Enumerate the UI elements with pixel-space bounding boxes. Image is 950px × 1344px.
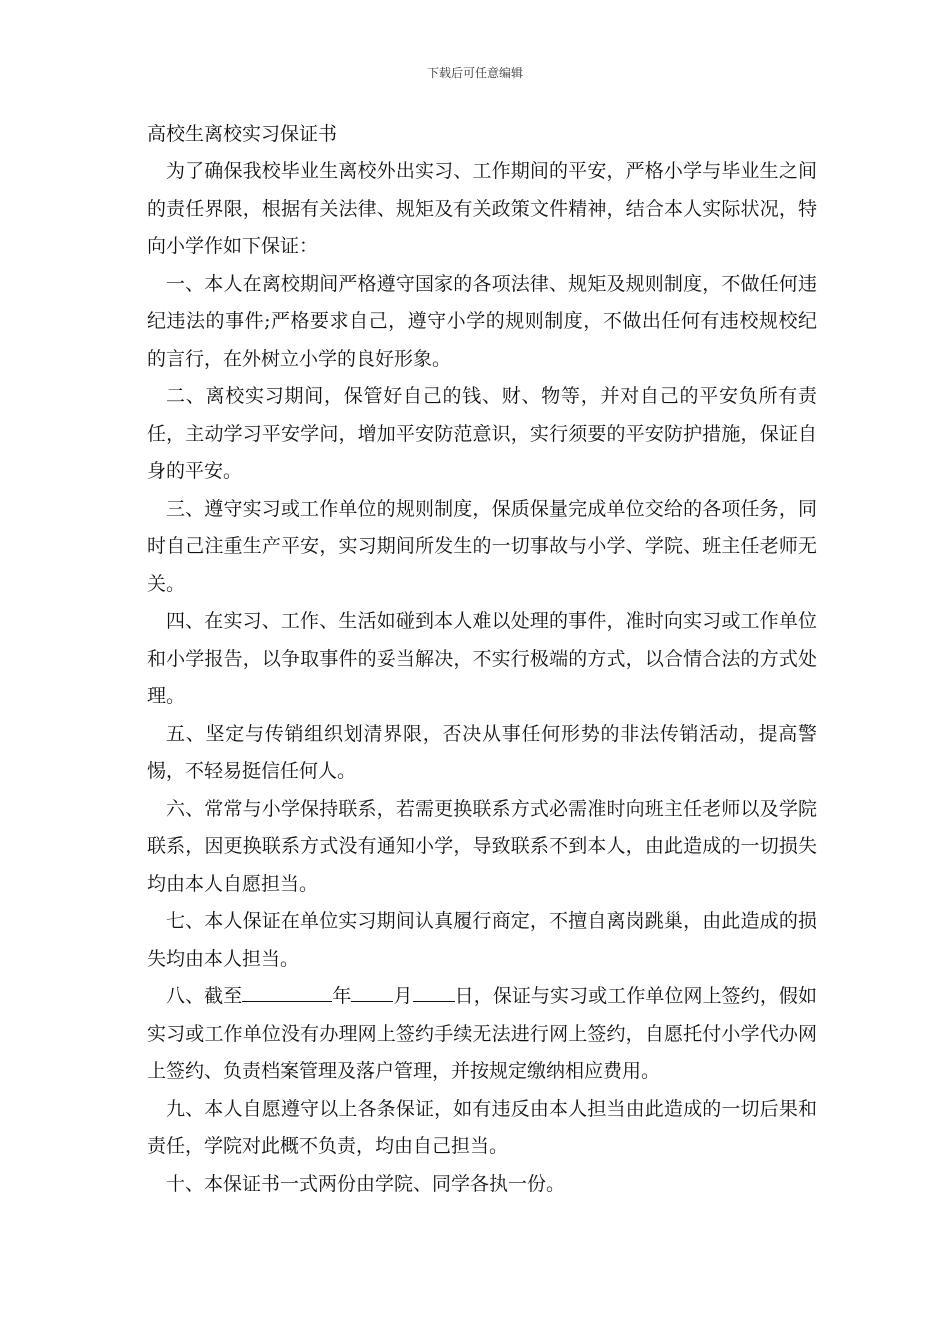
clause-8-month-label: 月 xyxy=(393,985,413,1007)
day-blank[interactable] xyxy=(413,983,455,1002)
clause-4: 四、在实习、工作、生活如碰到本人难以处理的事件，准时向实习或工作单位和小学报告，以争取事件的妥当解决，不实行极端的方式，以合情合法的方式处理。 xyxy=(147,610,817,707)
clause-3: 三、遵守实习或工作单位的规则制度，保质保量完成单位交给的各项任务，同时自己注重生产平安，实习期间所发生的一切事故与小学、学院、班主任老师无关。 xyxy=(147,497,817,595)
clause-8 xyxy=(147,978,817,1091)
clause-7: 七、本人保证在单位实习期间认真履行商定，不擅自离岗跳巢，由此造成的损失均由本人担当。 xyxy=(147,910,817,970)
clause-1: 一、本人在离校期间严格遵守国家的各项法律、规矩及规则制度，不做任何违纪违法的事件;严格要求自己，遵守小学的规则制度，不做出任何有违校规校纪的言行，在外树立小学的良好形象。 xyxy=(147,272,817,370)
month-blank[interactable] xyxy=(351,983,393,1002)
clause-2: 二、离校实习期间，保管好自己的钱、财、物等，并对自己的平安负所有责任，主动学习平安学问，增加平安防范意识，实行须要的平安防护措施，保证自身的平安。 xyxy=(147,385,817,482)
year-blank[interactable] xyxy=(242,983,332,1002)
clause-8-rest: 日，保证与实习或工作单位网上签约，假如实习或工作单位没有办理网上签约手续无法进行网上签约，自愿托付小学代办网上签约、负责档案管理及落户管理，并按规定缴纳相应费用。 xyxy=(147,985,817,1082)
intro-paragraph: 为了确保我校毕业生离校外出实习、工作期间的平安，严格小学与毕业生之间的责任界限，根据有关法律、规矩及有关政策文件精神，结合本人实际状况，特向小学作如下保证： xyxy=(147,160,817,257)
clause-5: 五、坚定与传销组织划清界限，否决从事任何形势的非法传销活动，提高警惕，不轻易挺信任何人。 xyxy=(147,722,817,782)
clause-8-prefix: 八、截至 xyxy=(166,985,243,1007)
clause-9: 九、本人自愿遵守以上各条保证，如有违反由本人担当由此造成的一切后果和责任，学院对此概不负责，均由自己担当。 xyxy=(147,1097,817,1157)
clause-6: 六、常常与小学保持联系，若需更换联系方式必需准时向班主任老师以及学院联系，因更换联系方式没有通知小学，导致联系不到本人，由此造成的一切损失均由本人自愿担当。 xyxy=(147,797,817,895)
document-body xyxy=(147,116,817,1203)
clause-10: 十、本保证书一式两份由学院、同学各执一份。 xyxy=(166,1172,566,1195)
clause-8-year-label: 年 xyxy=(332,985,352,1007)
page-header-note: 下载后可任意编辑 xyxy=(426,66,523,80)
document-title: 高校生离校实习保证书 xyxy=(147,123,338,145)
